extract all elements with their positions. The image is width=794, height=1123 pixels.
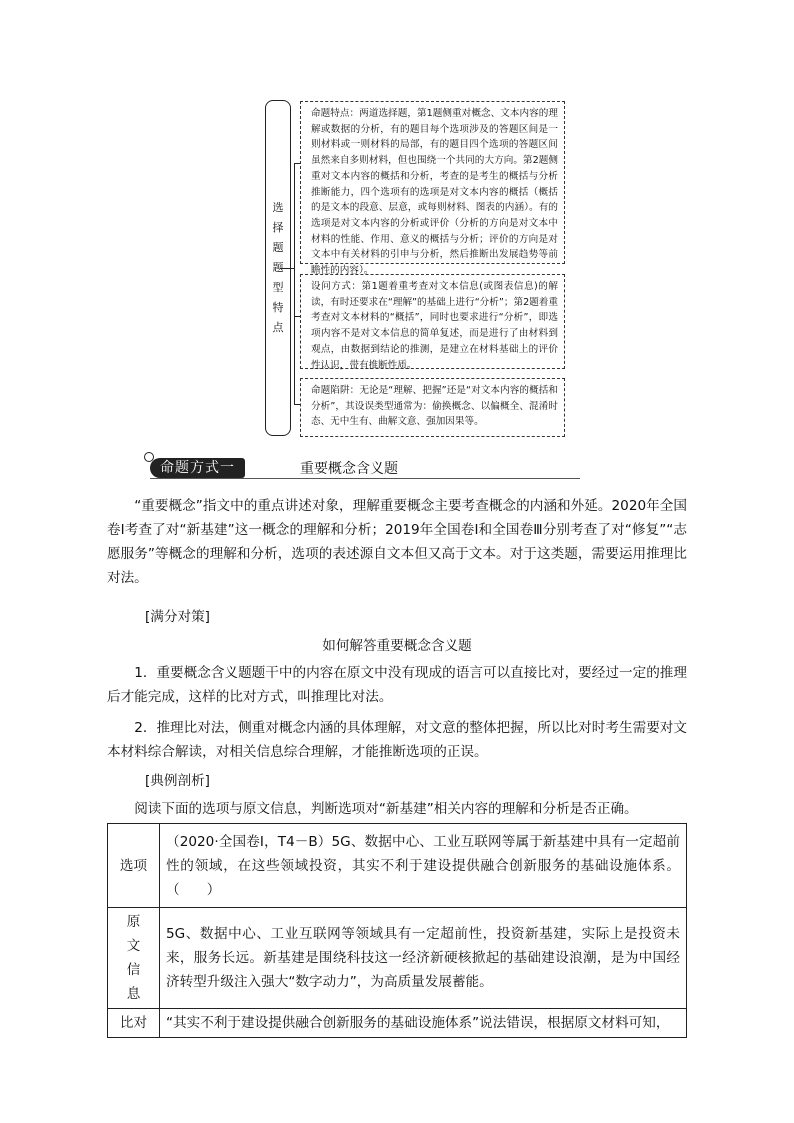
table-row-head: 选项 [108,824,160,908]
section-badge: 命题方式一 [150,458,245,478]
table-row [108,824,687,908]
diagram-label-char: 点 [272,321,284,334]
table-row-head: 比对 [108,1009,160,1038]
strategy-point: 1．重要概念含义题题干中的内容在原文中没有现成的语言可以直接比对，要经过一定的推理后才能完成，这样的比对方式，叫推理比对法。 [107,665,687,705]
table-row-content: （2020·全国卷Ⅰ，T4－B）5G、数据中心、工业互联网等属于新基建中具有一定超前性的领域，在这些领域投资，其实不利于建设提供融合创新服务的基础设施体系。（ ） [160,824,687,908]
strategy-tag: [满分对策] [145,609,210,625]
analysis-table [107,823,687,1038]
section-title: 重要概念含义题 [300,461,398,477]
diagram-label-char: 型 [272,281,284,294]
diagram-box-traps: 命题陷阱：无论是“理解、把握”还是“对文本内容的概括和分析”，其设误类型通常为：偷换概念、以偏概全、混淆时态、无中生有、曲解文意、强加因果等。 [300,378,565,437]
example-instruction: 阅读下面的选项与原文信息，判断选项对“新基建”相关内容的理解和分析是否正确。 [134,801,638,817]
diagram-label-char: 特 [272,301,284,314]
strategy-point: 2．推理比对法，侧重对概念内涵的具体理解，对文意的整体把握，所以比对时考生需要对文本材料综合解读，对相关信息综合理解，才能推断选项的正误。 [107,720,687,760]
table-row [108,1009,687,1038]
intro-paragraph: “重要概念”指文中的重点讲述对象，理解重要概念主要考查概念的内涵和外延。2020年全国卷Ⅰ考查了对“新基建”这一概念的理解和分析；2019年全国卷Ⅰ和全国卷Ⅲ分别考查了对“修复”“志愿服务”等概念的理解和分析，选项的表述源自文本但又高于文本。对于这类题，需要运用推理比对法。 [107,498,687,586]
diagram-label-char: 择 [272,221,284,234]
example-tag: [典例剖析] [145,773,210,789]
table-row-content: 5G、数据中心、工业互联网等领域具有一定超前性，投资新基建，实际上是投资未来，服务长远。新基建是围绕科技这一经济新硬核掀起的基础建设浪潮，是为中国经济转型升级注入强大“数字动力”，为高质量发展蓄能。 [160,908,687,1009]
diagram-label-char: 选 [272,201,284,214]
diagram-box-question-style: 设问方式：第1题着重考查对文本信息(或图表信息)的解读，有时还要求在“理解”的基础上进行“分析”；第2题着重考查对文本材料的“概括”，同时也要求进行“分析”，即选项内容不是对文本信息的简单复述，而是进行了由材料到观点，由数据到结论的推测，是建立在材料基础上的评价性认识，带有推断性质。 [300,274,565,369]
diagram-box-features: 命题特点：两道选择题，第1题侧重对概念、文本内容的理解或数据的分析，有的题目每个选项涉及的答题区间是一则材料或一则材料的局部，有的题目四个选项的答题区间虽然来自多则材料，但也围绕一个共同的大方向。第2题侧重对文本内容的概括和分析，考查的是考生的概括与分析推断能力，四个选项有的选项是对文本内容的概括（概括的是文本的段意、层意，或每则材料、图表的内涵）。有的选项是对文本内容的分析或评价（分析的方向是对文本中材料的性能、作用、意义的概括与分析；评价的方向是对文本中有关材料的引申与分析，然后推断出发展趋势等前瞻性的内容）。 [300,101,565,264]
strategy-title: 如何解答重要概念含义题 [322,638,472,654]
diagram-bracket [294,163,295,404]
diagram-label-char: 题 [272,241,284,254]
diagram-connector [280,268,294,269]
table-row-head: 原文信息 [108,908,160,1009]
table-row-content: “其实不利于建设提供融合创新服务的基础设施体系”说法错误，根据原文材料可知， [160,1009,687,1038]
table-row [108,908,687,1009]
diagram-label-char: 题 [272,261,284,274]
section-badge-circle-icon [144,452,154,462]
